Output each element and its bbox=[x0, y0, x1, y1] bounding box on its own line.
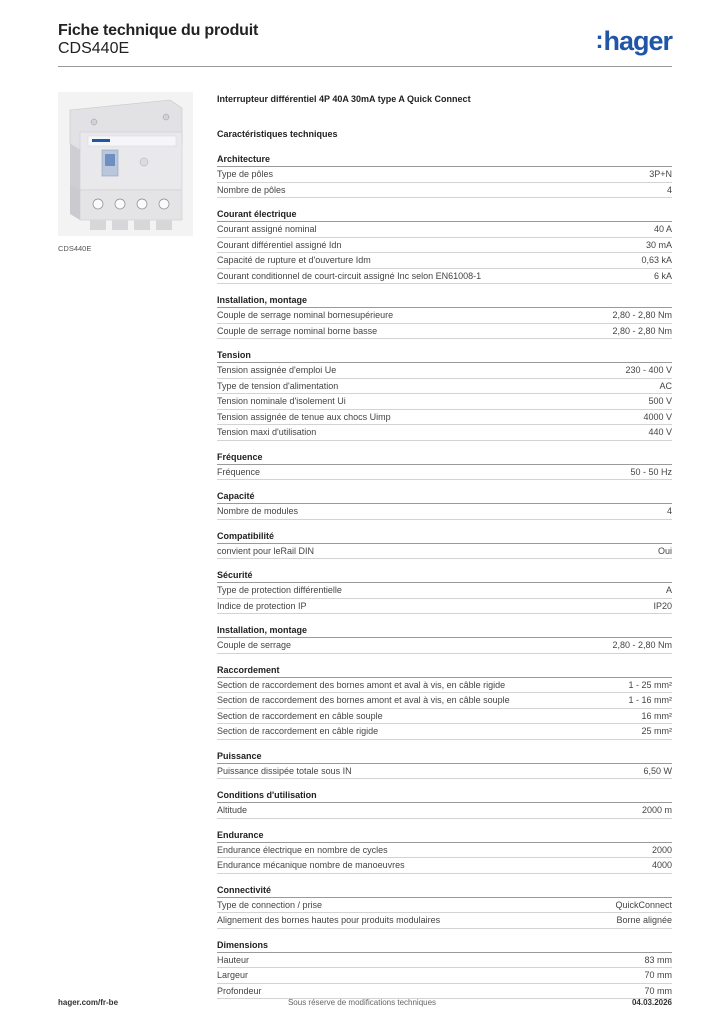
spec-row bbox=[217, 599, 672, 615]
spec-row bbox=[217, 843, 672, 859]
spec-value: 6,50 W bbox=[643, 765, 672, 776]
footer-disclaimer: Sous réserve de modifications techniques bbox=[287, 998, 437, 1007]
spec-value: 2000 m bbox=[641, 805, 672, 815]
spec-value: 30 mA bbox=[645, 239, 672, 250]
header-divider bbox=[58, 66, 672, 67]
spec-row bbox=[217, 968, 672, 984]
spec-label: Hauteur bbox=[217, 954, 250, 965]
section-title: Tension bbox=[217, 349, 672, 363]
spec-label: Tension assignée de tenue aux chocs Uimp bbox=[217, 411, 391, 422]
spec-row bbox=[217, 183, 672, 199]
spec-row bbox=[217, 693, 672, 709]
product-reference: CDS440E bbox=[58, 40, 130, 57]
spec-label: Puissance dissipée totale sous IN bbox=[217, 765, 352, 776]
spec-value: 50 - 50 Hz bbox=[630, 466, 672, 477]
spec-row bbox=[217, 222, 672, 238]
spec-row bbox=[217, 425, 672, 441]
spec-row bbox=[217, 308, 672, 324]
section-title: Sécurité bbox=[217, 569, 672, 583]
section-title: Installation, montage bbox=[217, 294, 672, 308]
spec-row bbox=[217, 764, 672, 780]
spec-label: Profondeur bbox=[217, 985, 262, 996]
section-title: Courant électrique bbox=[217, 208, 672, 222]
page-title: Fiche technique du produit bbox=[58, 22, 259, 39]
spec-row bbox=[217, 324, 672, 340]
spec-row bbox=[217, 269, 672, 285]
spec-row bbox=[217, 583, 672, 599]
spec-label: Altitude bbox=[217, 805, 248, 815]
spec-value: 1 - 25 mm² bbox=[628, 679, 672, 690]
spec-row bbox=[217, 504, 672, 520]
spec-value: 40 A bbox=[653, 224, 672, 234]
footer-website[interactable]: hager.com/fr-be bbox=[58, 998, 119, 1007]
spec-label: Type de pôles bbox=[217, 169, 274, 179]
spec-section bbox=[217, 789, 672, 819]
spec-value: AC bbox=[659, 380, 672, 391]
spec-row bbox=[217, 858, 672, 874]
spec-sections bbox=[217, 153, 672, 999]
hager-logo bbox=[595, 26, 672, 57]
spec-label: Tension assignée d'emploi Ue bbox=[217, 365, 337, 375]
spec-label: Endurance électrique en nombre de cycles bbox=[217, 844, 388, 855]
spec-label: Section de raccordement des bornes amont et aval à vis, en câble rigide bbox=[217, 679, 506, 690]
spec-value: 1 - 16 mm² bbox=[628, 695, 672, 705]
spec-row bbox=[217, 465, 672, 481]
spec-label: Couple de serrage nominal bornesupérieure bbox=[217, 310, 394, 320]
spec-label: Type de protection différentielle bbox=[217, 585, 342, 595]
spec-section bbox=[217, 829, 672, 874]
spec-section bbox=[217, 490, 672, 520]
spec-row bbox=[217, 253, 672, 269]
spec-label: Largeur bbox=[217, 970, 249, 980]
spec-content bbox=[217, 94, 672, 1009]
spec-row bbox=[217, 803, 672, 819]
spec-label: Courant différentiel assigné Idn bbox=[217, 239, 342, 250]
logo-text: hager bbox=[603, 26, 672, 56]
spec-row bbox=[217, 709, 672, 725]
spec-section bbox=[217, 664, 672, 740]
spec-section bbox=[217, 750, 672, 780]
spec-row bbox=[217, 379, 672, 395]
spec-row bbox=[217, 638, 672, 654]
logo-dots-icon: : bbox=[595, 27, 603, 54]
spec-value: 4000 V bbox=[643, 411, 672, 422]
spec-value: IP20 bbox=[653, 600, 672, 611]
spec-value: 440 V bbox=[648, 427, 672, 437]
spec-value: 2000 bbox=[651, 844, 672, 855]
circuit-breaker-icon bbox=[58, 92, 193, 236]
section-title: Raccordement bbox=[217, 664, 672, 678]
spec-row bbox=[217, 724, 672, 740]
spec-row bbox=[217, 394, 672, 410]
spec-row bbox=[217, 167, 672, 183]
spec-value: 6 kA bbox=[653, 270, 672, 281]
spec-section bbox=[217, 294, 672, 339]
spec-label: Section de raccordement en câble souple bbox=[217, 710, 383, 721]
spec-value: 70 mm bbox=[644, 970, 672, 980]
spec-value: 2,80 - 2,80 Nm bbox=[612, 325, 672, 336]
photo-caption: CDS440E bbox=[58, 244, 92, 253]
spec-value: 70 mm bbox=[644, 985, 672, 996]
spec-section bbox=[217, 569, 672, 614]
spec-label: Type de connection / prise bbox=[217, 899, 323, 910]
spec-value: 230 - 400 V bbox=[625, 365, 672, 375]
spec-row bbox=[217, 953, 672, 969]
product-description: Interrupteur différentiel 4P 40A 30mA type A Quick Connect bbox=[217, 94, 471, 104]
spec-row bbox=[217, 544, 672, 560]
spec-value: 0,63 kA bbox=[641, 255, 672, 265]
spec-label: Fréquence bbox=[217, 466, 261, 477]
spec-section bbox=[217, 530, 672, 560]
spec-row bbox=[217, 238, 672, 254]
section-title: Connectivité bbox=[217, 884, 672, 898]
spec-value: 4 bbox=[666, 506, 672, 516]
section-title: Puissance bbox=[217, 750, 672, 764]
spec-label: Indice de protection IP bbox=[217, 600, 307, 611]
spec-value: 83 mm bbox=[644, 954, 672, 965]
spec-value: 500 V bbox=[648, 396, 672, 406]
section-title: Capacité bbox=[217, 490, 672, 504]
spec-label: Nombre de pôles bbox=[217, 184, 286, 195]
spec-row bbox=[217, 678, 672, 694]
spec-label: Couple de serrage bbox=[217, 640, 292, 650]
spec-row bbox=[217, 363, 672, 379]
section-title: Architecture bbox=[217, 153, 672, 167]
section-title: Installation, montage bbox=[217, 624, 672, 638]
spec-row bbox=[217, 410, 672, 426]
spec-value: 16 mm² bbox=[641, 710, 672, 721]
spec-value: 25 mm² bbox=[641, 726, 672, 736]
spec-row bbox=[217, 898, 672, 914]
spec-value: QuickConnect bbox=[615, 899, 672, 910]
section-title: Endurance bbox=[217, 829, 672, 843]
spec-section bbox=[217, 153, 672, 198]
spec-value: Borne alignée bbox=[616, 915, 672, 925]
spec-label: Alignement des bornes hautes pour produits modulaires bbox=[217, 915, 441, 925]
spec-section bbox=[217, 939, 672, 1000]
section-title: Dimensions bbox=[217, 939, 672, 953]
section-title: Fréquence bbox=[217, 451, 672, 465]
spec-label: Courant assigné nominal bbox=[217, 224, 317, 234]
spec-label: Type de tension d'alimentation bbox=[217, 380, 339, 391]
spec-value: 2,80 - 2,80 Nm bbox=[612, 640, 672, 650]
spec-row bbox=[217, 984, 672, 1000]
spec-label: Endurance mécanique nombre de manoeuvres bbox=[217, 860, 405, 870]
spec-section bbox=[217, 624, 672, 654]
spec-value: A bbox=[665, 585, 672, 595]
product-photo bbox=[58, 92, 193, 236]
spec-label: convient pour leRail DIN bbox=[217, 545, 315, 556]
spec-label: Courant conditionnel de court-circuit assigné Inc selon EN61008-1 bbox=[217, 270, 482, 281]
spec-label: Tension nominale d'isolement Ui bbox=[217, 396, 346, 406]
spec-label: Nombre de modules bbox=[217, 506, 299, 516]
spec-value: 3P+N bbox=[649, 169, 672, 179]
spec-value: 4000 bbox=[651, 860, 672, 870]
spec-value: 2,80 - 2,80 Nm bbox=[612, 310, 672, 320]
spec-label: Section de raccordement des bornes amont et aval à vis, en câble souple bbox=[217, 695, 510, 705]
spec-label: Section de raccordement en câble rigide bbox=[217, 726, 379, 736]
footer-date: 04.03.2026 bbox=[631, 998, 672, 1007]
spec-section bbox=[217, 451, 672, 481]
spec-label: Capacité de rupture et d'ouverture Idm bbox=[217, 255, 371, 265]
spec-section bbox=[217, 349, 672, 441]
section-title: Conditions d'utilisation bbox=[217, 789, 672, 803]
spec-label: Couple de serrage nominal borne basse bbox=[217, 325, 378, 336]
spec-section bbox=[217, 208, 672, 284]
spec-value: Oui bbox=[657, 545, 672, 556]
spec-row bbox=[217, 913, 672, 929]
spec-label: Tension maxi d'utilisation bbox=[217, 427, 317, 437]
spec-section bbox=[217, 884, 672, 929]
tech-heading: Caractéristiques techniques bbox=[217, 129, 338, 139]
section-title: Compatibilité bbox=[217, 530, 672, 544]
spec-value: 4 bbox=[666, 184, 672, 195]
